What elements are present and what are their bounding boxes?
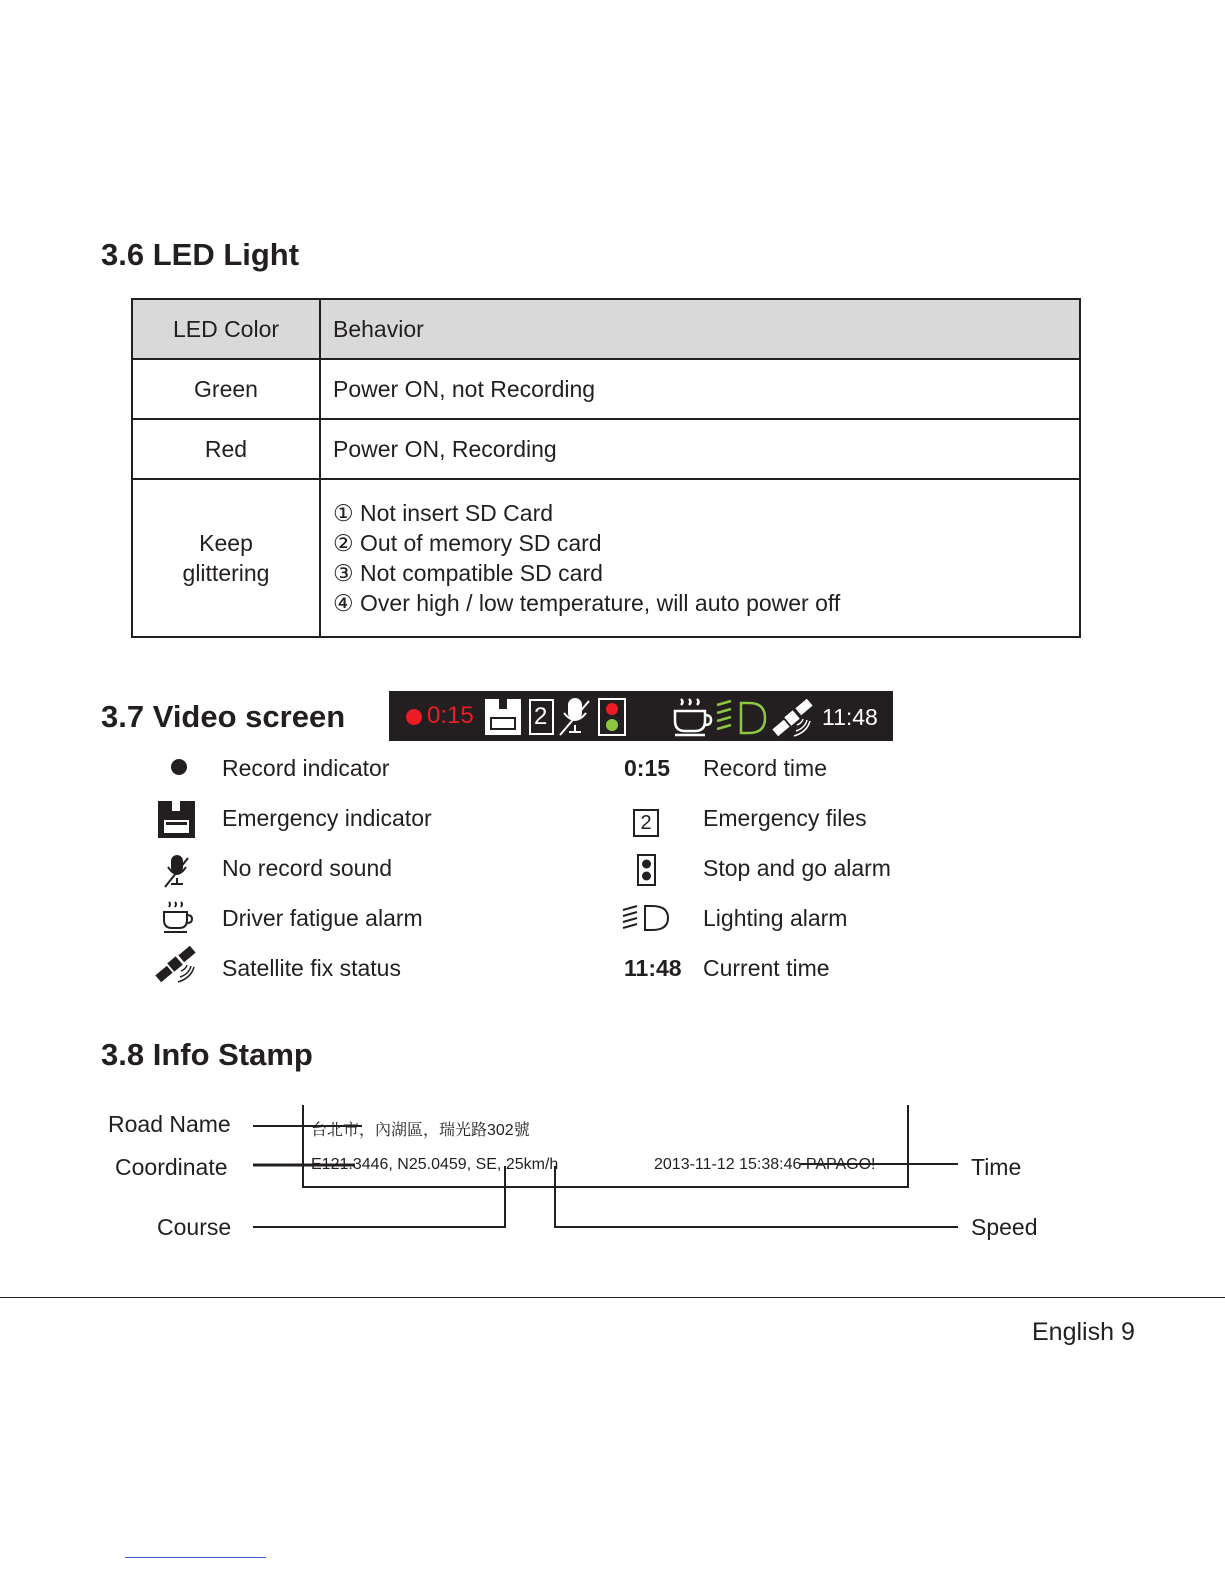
behavior-item: ④ Over high / low temperature, will auto power off — [333, 590, 841, 616]
speed-line — [555, 1166, 958, 1227]
behavior-item: ① Not insert SD Card — [333, 500, 554, 526]
emergency-files-symbol — [633, 809, 659, 837]
stamp-coords: E121.3446, N25.0459, SE, 25km/h — [311, 1156, 559, 1173]
floppy-disk-icon — [158, 801, 195, 838]
legend-label: Emergency files — [703, 805, 867, 831]
behavior-cell: Power ON, not Recording — [320, 359, 1080, 419]
header-led-color: LED Color — [132, 299, 320, 359]
legend-label: Driver fatigue alarm — [222, 905, 423, 931]
behavior-item: ② Out of memory SD card — [333, 530, 602, 556]
section-heading-led: 3.6 LED Light — [101, 237, 300, 272]
stamp-datetime: 2013-11-12 15:38:46 PAPAGO! — [654, 1156, 876, 1173]
label-road-name: Road Name — [108, 1111, 231, 1137]
table-header-row — [132, 299, 1080, 359]
section-heading-video: 3.7 Video screen — [101, 699, 346, 734]
muted-mic-icon — [165, 856, 188, 887]
emergency-count-text: 2 — [534, 703, 548, 730]
traffic-light-icon — [599, 699, 625, 735]
headlight-icon — [717, 701, 765, 733]
floppy-disk-icon — [485, 699, 521, 735]
record-dot-icon — [171, 759, 187, 775]
current-time-text: 11:48 — [822, 704, 878, 730]
led-color-cell: Red — [132, 419, 320, 479]
label-time: Time — [971, 1154, 1022, 1180]
legend-label: Record indicator — [222, 755, 390, 781]
coffee-cup-icon — [164, 902, 192, 932]
stamp-box — [303, 1105, 908, 1187]
legend-label: Record time — [703, 755, 827, 781]
behavior-cell — [320, 479, 1080, 637]
legend-left-icons — [150, 750, 210, 995]
headlight-icon — [623, 906, 668, 930]
label-coordinate: Coordinate — [115, 1154, 228, 1180]
section-heading-stamp: 3.8 Info Stamp — [101, 1037, 313, 1072]
table-row — [132, 419, 1080, 479]
header-behavior: Behavior — [320, 299, 1080, 359]
led-table — [131, 298, 1081, 638]
legend-right-icons — [615, 850, 685, 940]
legend-label: No record sound — [222, 855, 393, 881]
table-row — [132, 359, 1080, 419]
satellite-icon — [156, 946, 195, 982]
coffee-cup-icon — [675, 699, 711, 735]
footer-rule — [0, 1297, 1225, 1298]
behavior-item: ③ Not compatible SD card — [333, 560, 603, 586]
label-course: Course — [157, 1214, 232, 1240]
emergency-files-count: 2 — [640, 812, 652, 834]
behavior-cell: Power ON, Recording — [320, 419, 1080, 479]
page-number: English 9 — [1032, 1318, 1135, 1346]
muted-mic-icon — [560, 699, 589, 735]
table-row — [132, 479, 1080, 637]
legend-label: Stop and go alarm — [703, 855, 891, 881]
legend-label: Emergency indicator — [222, 805, 432, 831]
led-color-text: Keep glittering — [182, 530, 270, 586]
traffic-light-icon — [638, 855, 655, 885]
course-line — [253, 1166, 505, 1227]
bottom-blue-line — [125, 1557, 266, 1558]
legend-label: Satellite fix status — [222, 955, 401, 981]
record-time-symbol: 0:15 — [624, 755, 671, 781]
video-screen-bar — [389, 691, 893, 741]
current-time-symbol: 11:48 — [624, 955, 682, 981]
led-color-cell — [132, 479, 320, 637]
legend-label: Current time — [703, 955, 830, 981]
satellite-icon — [773, 699, 812, 736]
legend-label: Lighting alarm — [703, 905, 848, 931]
label-speed: Speed — [971, 1214, 1038, 1240]
led-color-cell: Green — [132, 359, 320, 419]
stamp-road: 台北市，內湖區，瑞光路302號 — [311, 1122, 530, 1139]
record-time-text: 0:15 — [427, 702, 474, 729]
